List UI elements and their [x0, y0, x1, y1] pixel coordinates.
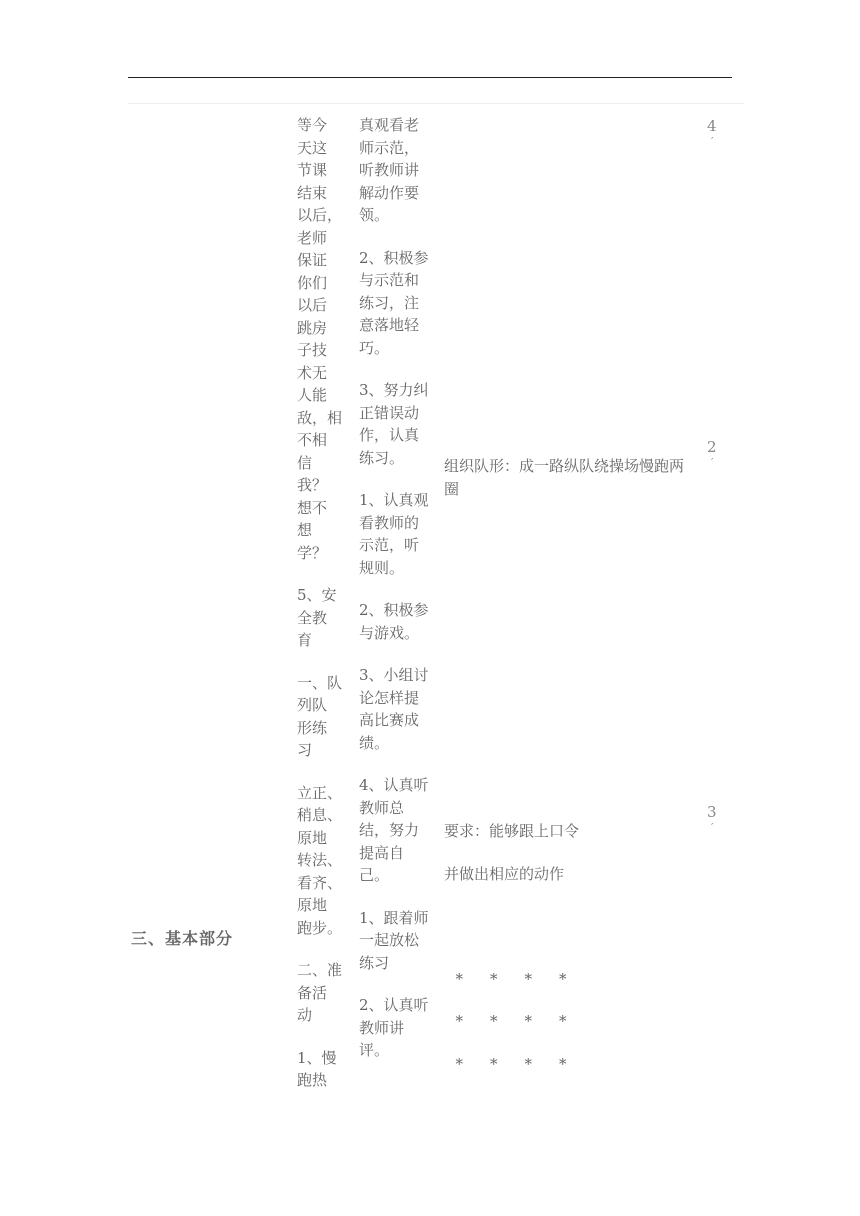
- formation-star-row: [446, 952, 594, 988]
- star-mark: *: [559, 1055, 567, 1073]
- activity-paragraph: 4、认真听 教师总 结，努力 提高自 己。: [359, 776, 429, 884]
- star-mark: *: [490, 970, 498, 988]
- formation-star-row: [446, 1037, 594, 1073]
- content-paragraph: 立正、 稍息、 原地 转法、 看齐、 原地 跑步。: [297, 783, 343, 937]
- formation-star-row: [446, 994, 594, 1030]
- star-mark: *: [455, 1055, 464, 1073]
- student-activity-column: [359, 114, 431, 1062]
- requirement-line-1: 要求：能够跟上口令: [444, 822, 580, 840]
- star-mark: *: [559, 970, 567, 988]
- duration-unit: ′: [711, 821, 714, 834]
- activity-paragraph: 1、跟着师 一起放松 练习: [359, 908, 429, 972]
- activity-paragraph: 2、认真听 教师讲 评。: [359, 996, 429, 1059]
- star-mark: *: [490, 1055, 498, 1073]
- star-mark: *: [455, 1012, 464, 1030]
- star-mark: *: [559, 1012, 567, 1030]
- content-paragraph: 1、慢 跑热: [297, 1048, 337, 1089]
- section-label: 三、基本部分: [131, 929, 234, 948]
- activity-paragraph: 3、小组讨 论怎样提 高比赛成 绩。: [359, 666, 429, 752]
- duration-value: [707, 802, 721, 833]
- duration-number: 3: [707, 803, 717, 821]
- duration-number: 2: [707, 438, 717, 456]
- content-paragraph: 一、队 列队 形练 习: [297, 673, 343, 759]
- star-mark: *: [524, 970, 533, 988]
- star-mark: *: [490, 1012, 498, 1030]
- page-header-rule: [128, 77, 732, 78]
- content-paragraph: 等今 天这 节课 结束 以后， 老师 保证 你们 以后 跳房 子技 术无 人能 敌，相 不相 信 我？ 想不 想 学？: [297, 116, 343, 562]
- table-top-border: [128, 103, 744, 104]
- duration-unit: ′: [711, 456, 714, 469]
- duration-unit: ′: [711, 135, 714, 148]
- duration-value: [707, 116, 721, 147]
- activity-paragraph: 1、认真观 看教师的 示范，听 规则。: [359, 491, 429, 577]
- activity-paragraph: 2、积极参 与游戏。: [359, 601, 429, 642]
- activity-paragraph: 3、努力纠 正错误动 作，认真 练习。: [359, 381, 429, 467]
- teaching-content-column: [297, 114, 347, 1092]
- formation-text: 组织队形：成一路纵队绕操场慢跑两圈: [444, 457, 685, 498]
- activity-paragraph: 真观看老 师示范， 听教师讲 解动作要 领。: [359, 116, 420, 224]
- activity-paragraph: 2、积极参 与示范和 练习，注 意落地轻 巧。: [359, 248, 429, 357]
- requirement-line-2: 并做出相应的动作: [444, 865, 565, 883]
- duration-value: [707, 437, 721, 468]
- content-paragraph: 5、安 全教 育: [297, 586, 337, 649]
- star-mark: *: [524, 1012, 533, 1030]
- duration-number: 4: [707, 117, 717, 135]
- content-paragraph: 二、准 备活 动: [297, 961, 343, 1024]
- star-mark: *: [524, 1055, 533, 1073]
- star-mark: *: [455, 970, 464, 988]
